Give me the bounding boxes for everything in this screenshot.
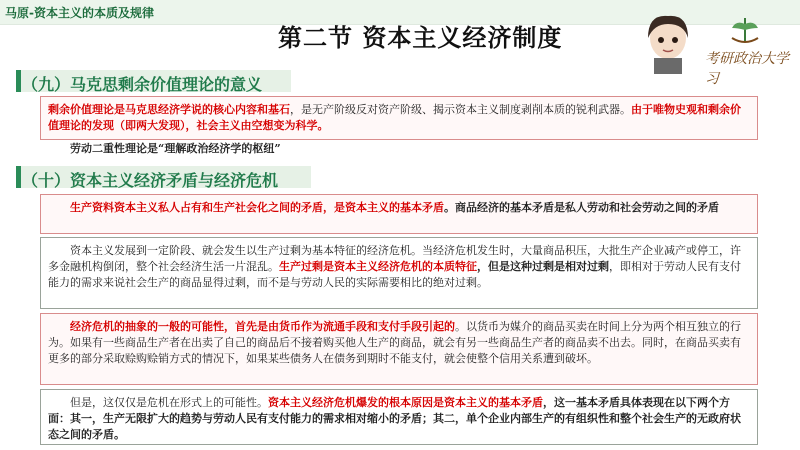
bold-text: ，这一基本矛盾具体表现在以下两个方面：其一，生产无限扩大的趋势与劳动人民有支付能力的需求相对缩小的矛盾；其二，单个企业内部生产的有组织性和整个社会生产的无政府状态之间的矛盾。 bbox=[48, 396, 741, 441]
bold-text: 。商品经济的基本矛盾是私人劳动和社会劳动之间的矛盾 bbox=[444, 201, 719, 214]
breadcrumb: 马原-资本主义的本质及规律 bbox=[5, 6, 154, 20]
text-box-basic-contradiction bbox=[40, 194, 758, 234]
emphasis-text: 生产资料资本主义私人占有和生产社会化之间的矛盾，是资本主义的基本矛盾 bbox=[70, 201, 444, 214]
body-text-labor-duality: 劳动二重性理论是“理解政治经济学的枢纽” bbox=[70, 142, 281, 155]
section-heading-10: （十）资本主义经济矛盾与经济危机 bbox=[22, 171, 279, 190]
emphasis-text: 经济危机的抽象的一般的可能性，首先是由货币作为流通手段和支付手段引起的 bbox=[70, 320, 455, 333]
logo-text: 考研政治大学习 bbox=[705, 51, 789, 87]
body-text: ，是无产阶级反对资产阶级、揭示资本主义制度剥削本质的锐利武器。 bbox=[290, 103, 631, 116]
body-text: 。以货币为媒介的商品买卖在时间上分为两个相互独立的行为。如果有一些商品生产者在出卖了自己的商品后不接着购买他人生产的商品，就会有另一些商品生产者的商品卖不出去。同时，在商品买卖有更多的部分采取赊购赊销方式的情况下，如果某些债务人在债务到期时不能支付，就会使整个信用关系遭到破坏。 bbox=[48, 320, 741, 365]
page-title: 第二节 资本主义经济制度 bbox=[278, 23, 563, 52]
body-text: 但是，这仅仅是危机在形式上的可能性。 bbox=[70, 396, 268, 409]
section-heading-9: （九）马克思剩余价值理论的意义 bbox=[22, 75, 263, 94]
emphasis-text: 由于唯物史观和剩余价值理论的发现（即两大发现），社会主义由空想变为科学。 bbox=[48, 103, 741, 132]
text-box-significance bbox=[40, 96, 758, 140]
text-box-overproduction bbox=[40, 237, 758, 309]
text-box-crisis-possibility bbox=[40, 313, 758, 385]
bold-text: ，但是这种过剩是相对过剩 bbox=[477, 260, 609, 273]
emphasis-text: 剩余价值理论是马克思经济学说的核心内容和基石 bbox=[48, 103, 290, 116]
emphasis-text: 生产过剩是资本主义经济危机的本质特征 bbox=[279, 260, 477, 273]
text-box-root-cause bbox=[40, 389, 758, 445]
body-text: ，即相对于劳动人民有支付能力的需求来说社会生产的商品显得过剩，而不是与劳动人民的实际需要相比的绝对过剩。 bbox=[48, 260, 741, 289]
logo-icon bbox=[728, 16, 762, 46]
body-text: 资本主义发展到一定阶段、就会发生以生产过剩为基本特征的经济危机。当经济危机发生时，大量商品积压，大批生产企业减产或停工，许多金融机构倒闭，整个社会经济生活一片混乱。 bbox=[48, 244, 741, 273]
avatar bbox=[640, 12, 696, 74]
emphasis-text: 资本主义经济危机爆发的根本原因是资本主义的基本矛盾 bbox=[268, 396, 543, 409]
